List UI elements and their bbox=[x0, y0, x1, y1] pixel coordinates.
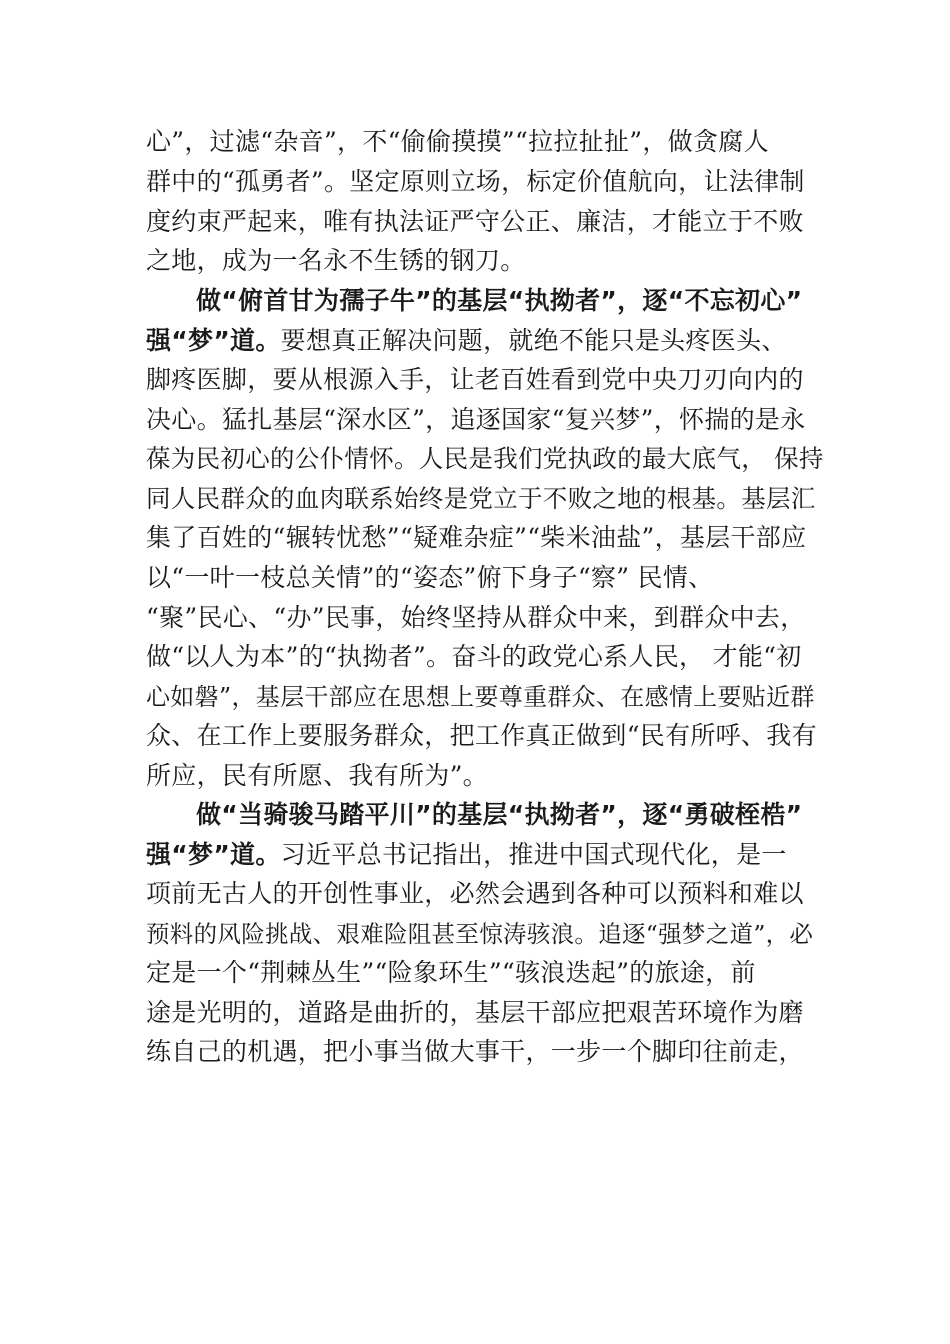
section-heading-end: 强“梦”道。 bbox=[146, 840, 281, 869]
text-line: 练自己的机遇，把小事当做大事干，一步一个脚印往前走， bbox=[146, 1037, 804, 1066]
text-line: 以“一叶一枝总关情”的“姿态”俯下身子“察” 民情、 bbox=[146, 563, 714, 592]
text-line: 群中的“孤勇者”。坚定原则立场，标定价值航向，让法律制 bbox=[146, 167, 805, 196]
text-line: 决心。猛扎基层“深水区”，追逐国家“复兴梦”，怀揣的是永 bbox=[146, 405, 806, 434]
section-heading-end: 强“梦”道。 bbox=[146, 326, 281, 355]
text-line: 做“以人为本”的“执拗者”。奋斗的政党心系人民， 才能“初 bbox=[146, 642, 802, 671]
text-line: 之地，成为一名永不生锈的钢刀。 bbox=[146, 246, 526, 275]
text-line: 度约束严起来，唯有执法证严守公正、廉洁，才能立于不败 bbox=[146, 207, 804, 236]
text-line: 同人民群众的血肉联系始终是党立于不败之地的根基。基层汇 bbox=[146, 484, 816, 513]
text-line: “聚”民心、“办”民事，始终坚持从群众中来，到群众中去， bbox=[146, 603, 806, 632]
section-heading: 做“俯首甘为孺子牛”的基层“执拗者”，逐“不忘初心” bbox=[196, 286, 803, 315]
text-line: 定是一个“荆棘丛生”“险象环生”“骇浪迭起”的旅途，前 bbox=[146, 958, 756, 987]
text-line: 集了百姓的“辗转忧愁”“疑难杂症”“柴米油盐”，基层干部应 bbox=[146, 523, 807, 552]
text-line: 心如磐”，基层干部应在思想上要尊重群众、在感情上要贴近群 bbox=[146, 683, 815, 711]
text-line: 项前无古人的开创性事业，必然会遇到各种可以预料和难以 bbox=[146, 879, 804, 908]
text-segment: 习近平总书记指出，推进中国式现代化，是一 bbox=[280, 840, 787, 869]
text-line: 所应，民有所愿、我有所为”。 bbox=[146, 761, 488, 790]
text-segment: 要想真正解决问题，就绝不能只是头疼医头、 bbox=[280, 326, 787, 355]
text-line: 众、在工作上要服务群众，把工作真正做到“民有所呼、我有 bbox=[146, 721, 817, 750]
text-line: 心”，过滤“杂音”，不“偷偷摸摸”“拉拉扯扯”，做贪腐人 bbox=[146, 127, 769, 156]
text-line bbox=[146, 321, 826, 361]
text-line: 预料的风险挑战、艰难险阻甚至惊涛骇浪。追逐“强梦之道”，必 bbox=[146, 920, 814, 948]
text-line: 途是光明的，道路是曲折的，基层干部应把艰苦环境作为磨 bbox=[146, 998, 804, 1027]
text-line: 葆为民初心的公仆情怀。人民是我们党执政的最大底气， 保持 bbox=[146, 444, 824, 473]
section-heading: 做“当骑骏马踏平川”的基层“执拗者”，逐“勇破桎梏” bbox=[196, 800, 803, 829]
text-line bbox=[146, 835, 826, 875]
text-line: 脚疼医脚，要从根源入手，让老百姓看到党中央刀刃向内的 bbox=[146, 365, 804, 394]
